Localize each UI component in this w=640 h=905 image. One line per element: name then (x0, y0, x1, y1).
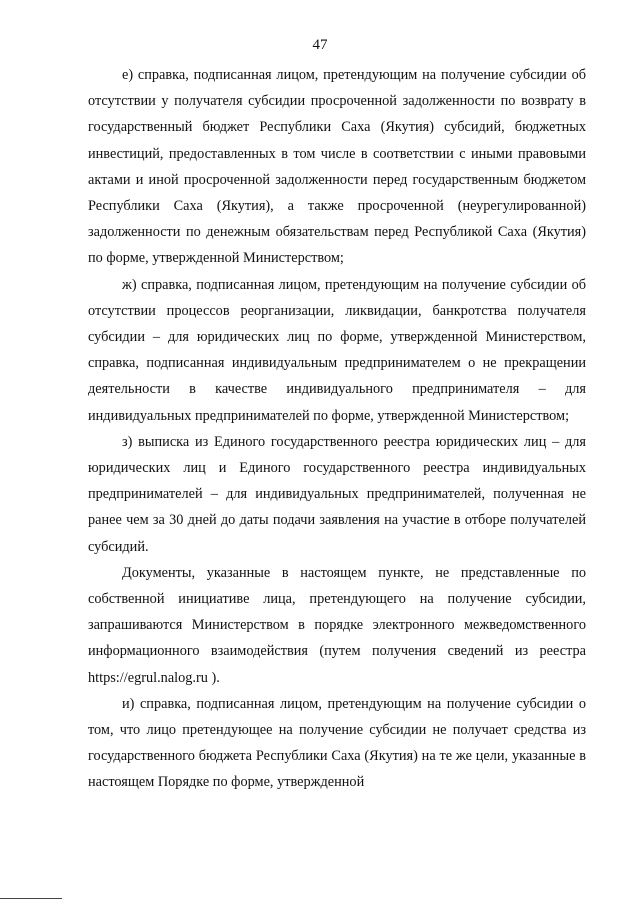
paragraph-i-certificate-no-funds: и) справка, подписанная лицом, претендующим на получение субсидии о том, что лицо претендующее на получение субсидии не получает средства из государственного бюджета Республики Саха (Якутия) на те же цели, указанные в настоящем Порядке по форме, утвержденной (88, 695, 586, 791)
document-body (88, 62, 586, 796)
paragraph-z-registry-extract: з) выписка из Единого государственного реестра юридических лиц – для юридических лиц и Единого государственного реестра индивидуальных предпринимателей – для индивидуальных предпринимателей, полученная не ранее чем за 30 дней до даты подачи заявления на участие в отборе получателей субсидий. (88, 433, 586, 555)
paragraph-zh-certificate-no-reorganization: ж) справка, подписанная лицом, претендующим на получение субсидии об отсутствии процессов реорганизации, ликвидации, банкротства получателя субсидии – для юридических лиц по форме, утвержденной Министерством, справка, подписанная индивидуальным предпринимателем о не прекращении деятельности в качестве индивидуального предпринимателя – для индивидуальных предпринимателей по форме, утвержденной Министерством; (88, 276, 586, 424)
footer-rule (0, 898, 62, 899)
paragraph-documents-requested: Документы, указанные в настоящем пункте, не представленные по собственной инициативе лица, претендующего на получение субсидии, запрашиваются Министерством в порядке электронного межведомственного информационного взаимодействия (путем получения сведений из реестра https://egrul.nalog.ru ). (88, 564, 586, 686)
paragraph-e-certificate-no-debt: е) справка, подписанная лицом, претендующим на получение субсидии об отсутствии у получателя субсидии просроченной задолженности по возврату в государственный бюджет Республики Саха (Якутия) субсидий, бюджетных инвестиций, предоставленных в том числе в соответствии с иными правовыми актами и иной просроченной задолженности перед государственным бюджетом Республики Саха (Якутия), а также просроченной (неурегулированной) задолженности по денежным обязательствам перед Республикой Саха (Якутия) по форме, утвержденной Министерством; (88, 67, 586, 267)
page-number: 47 (312, 37, 328, 53)
